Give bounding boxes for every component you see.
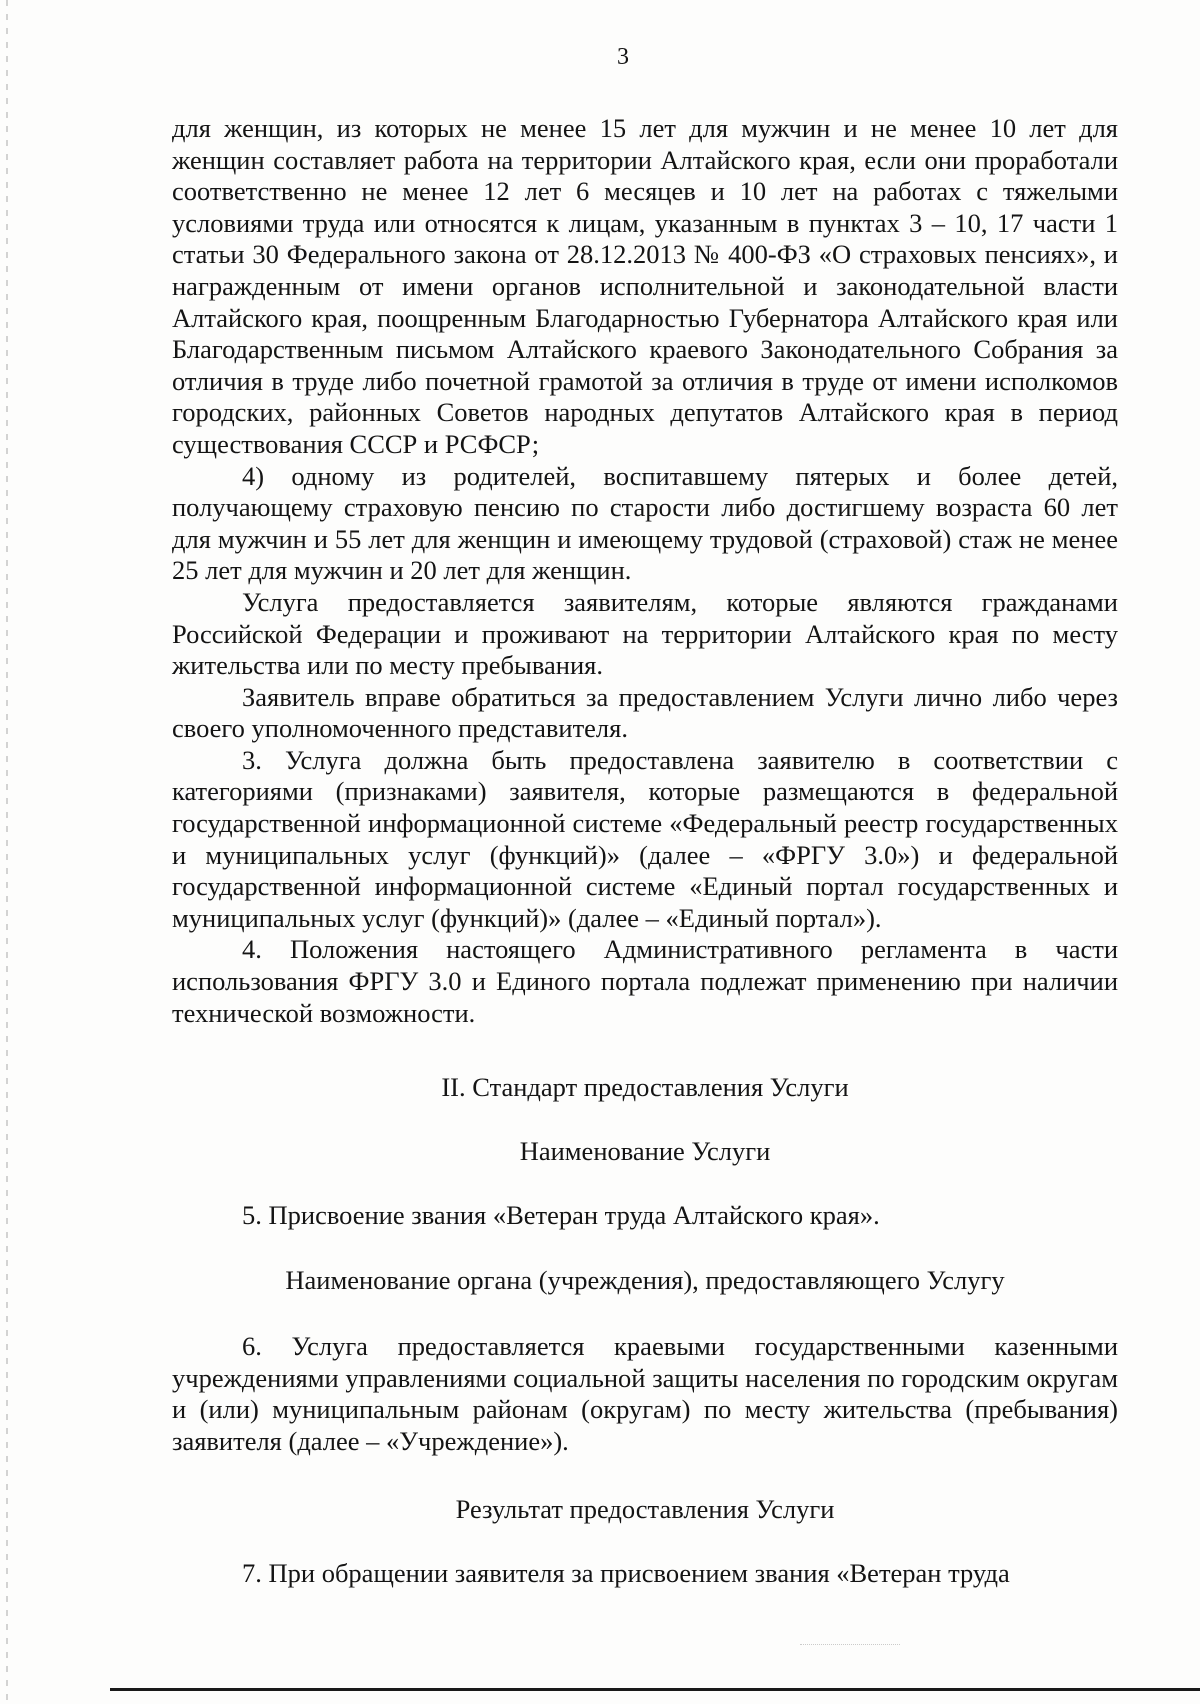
subheading-service-name: Наименование Услуги [519,1136,771,1166]
paragraph-item-4: 4) одному из родителей, воспитавшему пятерых и более детей, получающему страховую пенсию по старости либо достигшему возраста 60 лет для мужчин и 55 лет для женщин и имеющему трудовой (страховой) стаж не менее 25 лет для мужчин и 20 лет для женщин. [172,460,1118,586]
paragraph-applicants: Услуга предоставляется заявителям, которые являются гражданами Российской Федерации и проживают на территории Алтайского края по месту жительства или по месту пребывания. [172,586,1118,681]
item-5 [172,1200,1118,1232]
paragraph-item-4-frgu: 4. Положения настоящего Административного регламента в части использования ФРГУ 3.0 и Единого портала подлежат применению при наличии технической возможности. [172,934,1118,1028]
subheading-providing-body: Наименование органа (учреждения), предоставляющего Услугу [285,1265,1005,1295]
scan-edge-artifact [6,0,8,1704]
paragraph-item-3: 3. Услуга должна быть предоставлена заявителю в соответствии с категориями (признаками) заявителя, которые размещаются в федеральной государственной информационной системе «Федеральный реестр государственных и муниципальных услуг (функций)» (далее – «ФРГУ 3.0») и федеральной государственной информационной системе «Единый портал государственных и муниципальных услуг (функций)» (далее – «Единый портал»). [172,744,1118,933]
item-5-text: 5. Присвоение звания «Ветеран труда Алтайского края». [242,1200,880,1230]
section-heading: II. Стандарт предоставления Услуги [441,1072,849,1102]
item-6 [172,1331,1118,1457]
body-text [172,113,1118,1029]
bottom-edge-line [110,1688,1200,1691]
page-number: 3 [617,44,629,70]
item-7 [172,1558,1118,1590]
scan-smudge-artifact [800,1632,900,1645]
subheading-result: Результат предоставления Услуги [455,1494,835,1524]
paragraph-representative: Заявитель вправе обратиться за предоставлением Услуги лично либо через своего уполномоченного представителя. [172,681,1118,744]
item-6-text: 6. Услуга предоставляется краевыми государственными казенными учреждениями управлениями социальной защиты населения по городским округам и (или) муниципальным районам (округам) по месту жительства (пребывания) заявителя (далее – «Учреждение»). [172,1331,1118,1456]
paragraph-continuation: для женщин, из которых не менее 15 лет для мужчин и не менее 10 лет для женщин составляет работа на территории Алтайского края, если они проработали соответственно не менее 12 лет 6 месяцев и 10 лет на работах с тяжелыми условиями труда или относятся к лицам, указанным в пунктах 3 – 10, 17 части 1 статьи 30 Федерального закона от 28.12.2013 № 400-ФЗ «О страховых пенсиях», и награжденным от имени органов исполнительной и законодательной власти Алтайского края, поощренным Благодарностью Губернатора Алтайского края или Благодарственным письмом Алтайского краевого Законодательного Собрания за отличия в труде либо почетной грамотой за отличия в труде от имени исполкомов городских, районных Советов народных депутатов Алтайского края в период существования СССР и РСФСР; [172,113,1118,459]
item-7-text: 7. При обращении заявителя за присвоением звания «Ветеран труда [242,1558,1010,1588]
